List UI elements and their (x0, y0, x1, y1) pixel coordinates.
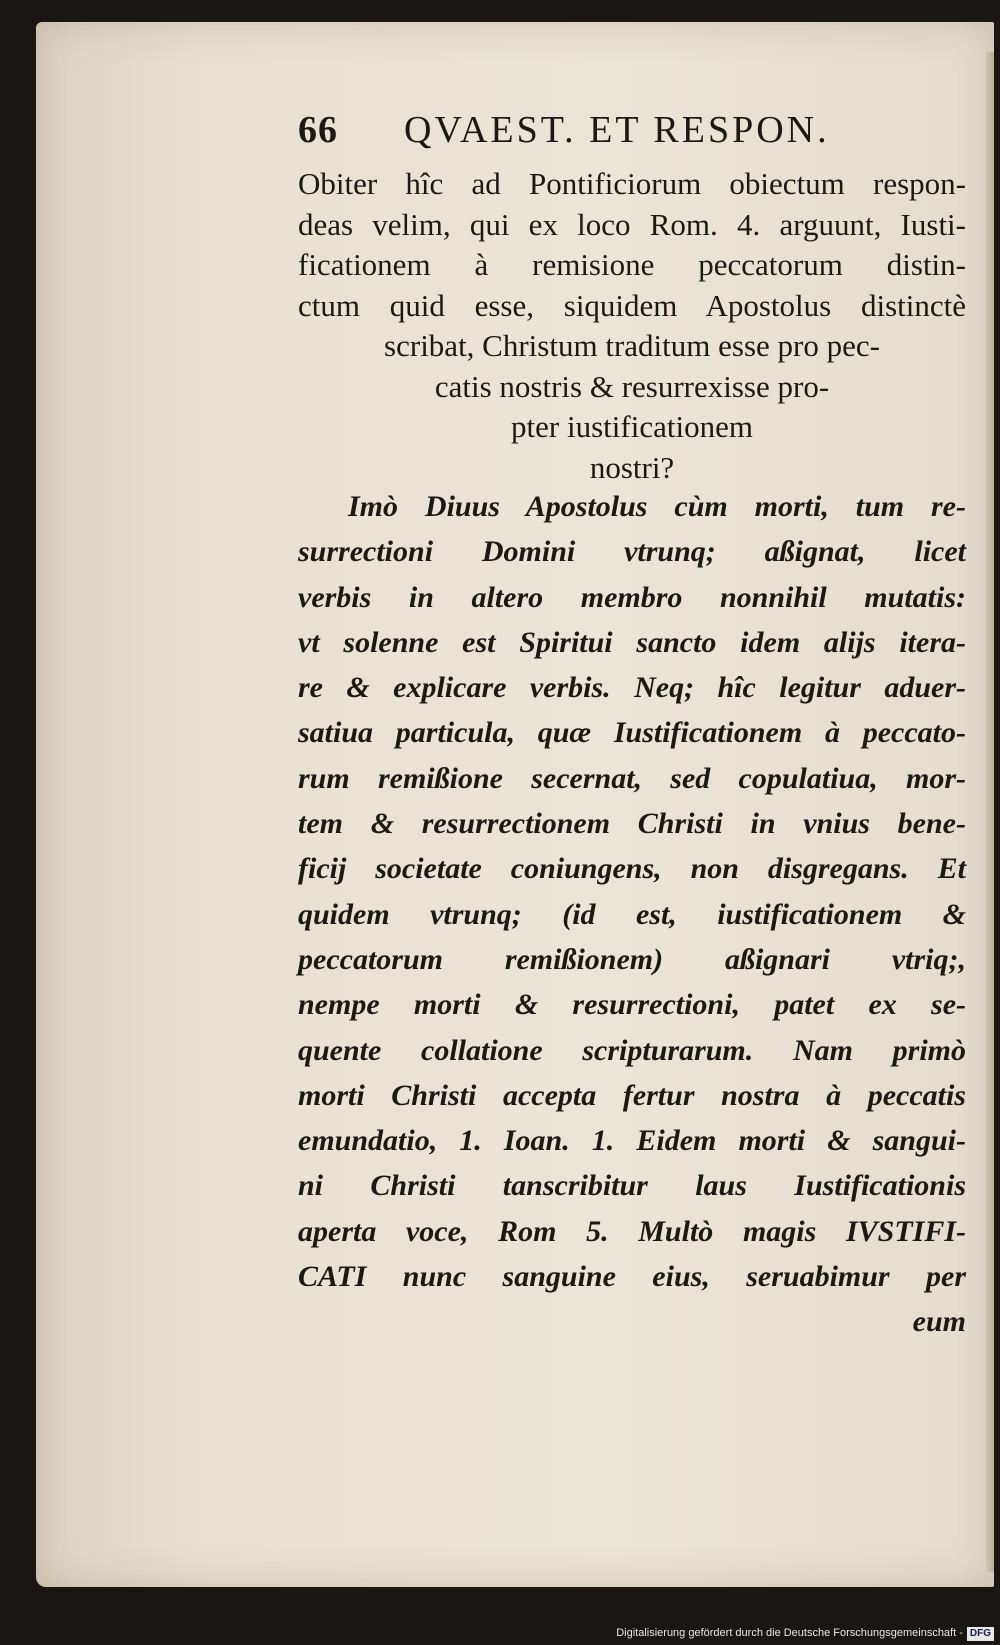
question-line: Obiter hîc ad Pontificiorum obiectum respon- (298, 166, 966, 201)
question-paragraph (298, 164, 966, 488)
answer-line: aperta voce, Rom 5. Multò magis IVSTIFI- (298, 1214, 966, 1248)
catchword: eum (912, 1305, 966, 1339)
answer-line: emundatio, 1. Ioan. 1. Eidem morti & sangui- (298, 1124, 966, 1158)
answer-line: quente collatione scripturarum. Nam primò (298, 1033, 966, 1067)
page-number: 66 (298, 109, 338, 151)
credit-text: Digitalisierung gefördert durch die Deutsche Forschungsgemeinschaft - (616, 1627, 963, 1639)
question-line: nostri? (589, 449, 675, 485)
answer-line: Imò Diuus Apostolus cùm morti, tum re- (348, 490, 966, 523)
running-header (298, 102, 966, 162)
question-line: ctum quid esse, siquidem Apostolus distinctè (298, 287, 966, 323)
answer-paragraph (298, 484, 966, 1345)
answer-line: satiua particula, quæ Iustificationem à peccato- (298, 716, 966, 750)
question-line: scribat, Christum traditum esse pro pec- (384, 328, 880, 363)
question-line: catis nostris & resurrexisse pro- (434, 368, 830, 404)
answer-line: tem & resurrectionem Christi in vnius bene- (298, 807, 966, 841)
dfg-logo-badge: DFG (967, 1627, 994, 1641)
answer-line: vt solenne est Spiritui sancto idem alijs itera- (298, 625, 966, 659)
answer-line: surrectioni Domini vtrunq; aßignat, licet (298, 535, 966, 569)
page-edge (986, 52, 994, 1572)
question-line: deas velim, qui ex loco Rom. 4. arguunt, Iusti- (298, 206, 966, 242)
answer-line: ni Christi tanscribitur laus Iustificationis (298, 1169, 966, 1203)
answer-line: re & explicare verbis. Neq; hîc legitur aduer- (298, 671, 966, 705)
answer-line: morti Christi accepta fertur nostra à peccatis (298, 1078, 966, 1112)
answer-line: CATI nunc sanguine eius, seruabimur per (298, 1260, 966, 1294)
answer-line: quidem vtrunq; (id est, iustificationem & (298, 897, 966, 931)
answer-line: ficij societate coniungens, non disgregans. Et (298, 852, 966, 886)
answer-line: nempe morti & resurrectioni, patet ex se- (298, 988, 966, 1022)
question-line: pter iustificationem (511, 409, 753, 444)
answer-line: verbis in altero membro nonnihil mutatis: (298, 580, 966, 614)
question-line: ficationem à remisione peccatorum distin- (298, 247, 966, 282)
digitization-credit (616, 1624, 994, 1642)
answer-line: peccatorum remißionem) aßignari vtriq;, (298, 942, 966, 976)
answer-line: rum remißione secernat, sed copulatiua, mor- (298, 761, 966, 795)
book-page (36, 22, 994, 1587)
running-title: QVAEST. ET RESPON. (404, 109, 830, 151)
